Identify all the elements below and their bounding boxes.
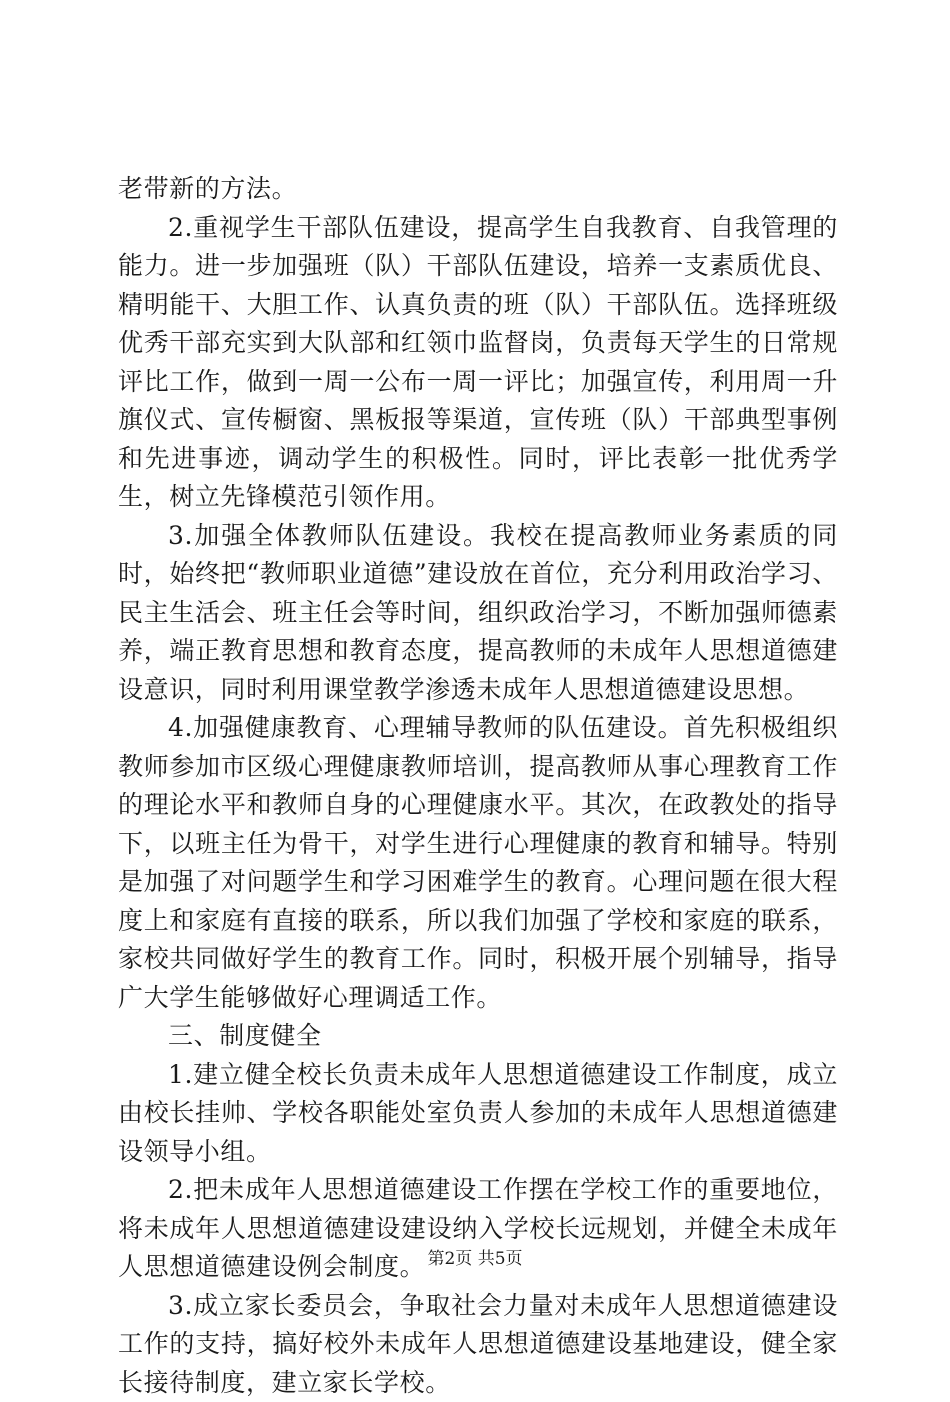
- paragraph-teacher-team: 3.加强全体教师队伍建设。我校在提高教师业务素质的同时，始终把“教师职业道德”建设放在首位，充分利用政治学习、民主生活会、班主任会等时间，组织政治学习，不断加强师德素养，端正教育思想和教育态度，提高教师的未成年人思想道德建设意识，同时利用课堂教学渗透未成年人思想道德建设思想。: [118, 517, 838, 710]
- paragraph-parent-committee: 3.成立家长委员会，争取社会力量对未成年人思想道德建设工作的支持，搞好校外未成年人思想道德建设基地建设，健全家长接待制度，建立家长学校。: [118, 1287, 838, 1402]
- page-number-footer: 第2页 共5页: [0, 1244, 950, 1269]
- paragraph-mental-health: 4.加强健康教育、心理辅导教师的队伍建设。首先积极组织教师参加市区级心理健康教师培训，提高教师从事心理教育工作的理论水平和教师自身的心理健康水平。其次，在政教处的指导下，以班主任为骨干，对学生进行心理健康的教育和辅导。特别是加强了对问题学生和学习困难学生的教育。心理问题在很大程度上和家庭有直接的联系，所以我们加强了学校和家庭的联系，家校共同做好学生的教育工作。同时，积极开展个别辅导，指导广大学生能够做好心理调适工作。: [118, 709, 838, 1017]
- paragraph-continuation: 老带新的方法。: [118, 170, 838, 209]
- paragraph-school-priority: 2.把未成年人思想道德建设工作摆在学校工作的重要地位，将未成年人思想道德建设建设纳入学校长远规划，并健全未成年人思想道德建设例会制度。: [118, 1171, 838, 1287]
- section-heading-system: 三、制度健全: [118, 1017, 838, 1056]
- document-body: [118, 170, 838, 1402]
- paragraph-principal-system: 1.建立健全校长负责未成年人思想道德建设工作制度，成立由校长挂帅、学校各职能处室负责人参加的未成年人思想道德建设领导小组。: [118, 1056, 838, 1172]
- paragraph-student-cadres: 2.重视学生干部队伍建设，提高学生自我教育、自我管理的能力。进一步加强班（队）干部队伍建设，培养一支素质优良、精明能干、大胆工作、认真负责的班（队）干部队伍。选择班级优秀干部充实到大队部和红领巾监督岗，负责每天学生的日常规评比工作，做到一周一公布一周一评比；加强宣传，利用周一升旗仪式、宣传橱窗、黑板报等渠道，宣传班（队）干部典型事例和先进事迹，调动学生的积极性。同时，评比表彰一批优秀学生，树立先锋模范引领作用。: [118, 209, 838, 517]
